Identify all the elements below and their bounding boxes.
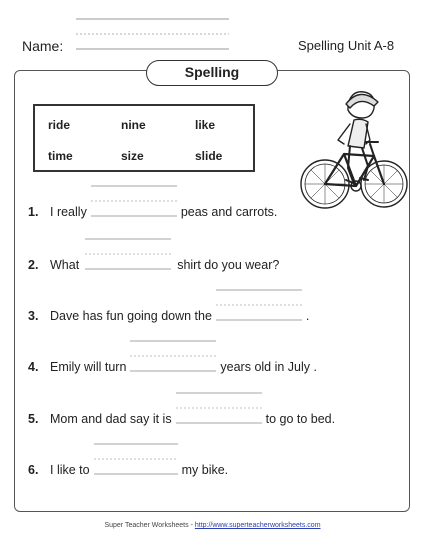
sentence-item xyxy=(28,463,228,477)
sentence-text-after: my bike. xyxy=(181,463,229,477)
sentence-item xyxy=(28,360,317,374)
sentence-text-after: . xyxy=(305,309,310,323)
sentence-text-after: peas and carrots. xyxy=(180,205,278,219)
name-answer-lines[interactable] xyxy=(76,18,229,50)
word-bank-item: nine xyxy=(121,118,146,132)
answer-lines xyxy=(85,238,171,270)
word-bank-item: size xyxy=(121,149,144,163)
sentence-number: 1. xyxy=(28,205,39,219)
word-bank-item: ride xyxy=(48,118,71,132)
word-bank-item: slide xyxy=(195,149,223,163)
sentence-text-before: Emily will turn xyxy=(50,360,127,374)
answer-lines xyxy=(176,392,262,424)
worksheet-title: Spelling xyxy=(146,60,278,86)
sentence-number: 5. xyxy=(28,412,39,426)
sentence-text-after: years old in July . xyxy=(220,360,317,374)
footer-text: Super Teacher Worksheets - xyxy=(104,522,193,529)
unit-label: Spelling Unit A-8 xyxy=(298,38,395,53)
sentence-text-before: Mom and dad say it is xyxy=(50,412,172,426)
sentence-text-before: What xyxy=(50,258,80,272)
answer-blank[interactable] xyxy=(85,259,171,269)
word-bank xyxy=(33,104,255,172)
child-on-bike-illustration xyxy=(298,84,410,216)
sentence-item xyxy=(28,412,335,426)
sentence-text-after: to go to bed. xyxy=(265,412,336,426)
name-label: Name: xyxy=(22,38,64,54)
sentence-text-before: I really xyxy=(50,205,87,219)
sentence-text-before: I like to xyxy=(50,463,90,477)
sentence-text-before: Dave has fun going down the xyxy=(50,309,212,323)
answer-blank[interactable] xyxy=(216,310,302,320)
footer-link[interactable]: http://www.superteacherworksheets.com xyxy=(194,522,321,529)
answer-blank[interactable] xyxy=(94,464,178,474)
sentence-item xyxy=(28,205,277,219)
sentence-number: 3. xyxy=(28,309,39,323)
answer-blank[interactable] xyxy=(176,413,262,423)
answer-lines xyxy=(91,185,177,217)
sentence-item xyxy=(28,309,309,323)
word-bank-item: like xyxy=(195,118,216,132)
sentence-number: 2. xyxy=(28,258,39,272)
sentence-number: 4. xyxy=(28,360,39,374)
sentence-number: 6. xyxy=(28,463,39,477)
answer-blank[interactable] xyxy=(91,206,177,216)
answer-lines xyxy=(216,289,302,321)
answer-lines xyxy=(130,340,216,372)
word-bank-item: time xyxy=(48,149,73,163)
sentence-text-after: shirt do you wear? xyxy=(177,258,280,272)
answer-lines xyxy=(94,443,178,475)
footer xyxy=(0,522,425,529)
answer-blank[interactable] xyxy=(130,361,216,371)
sentence-item xyxy=(28,258,279,272)
